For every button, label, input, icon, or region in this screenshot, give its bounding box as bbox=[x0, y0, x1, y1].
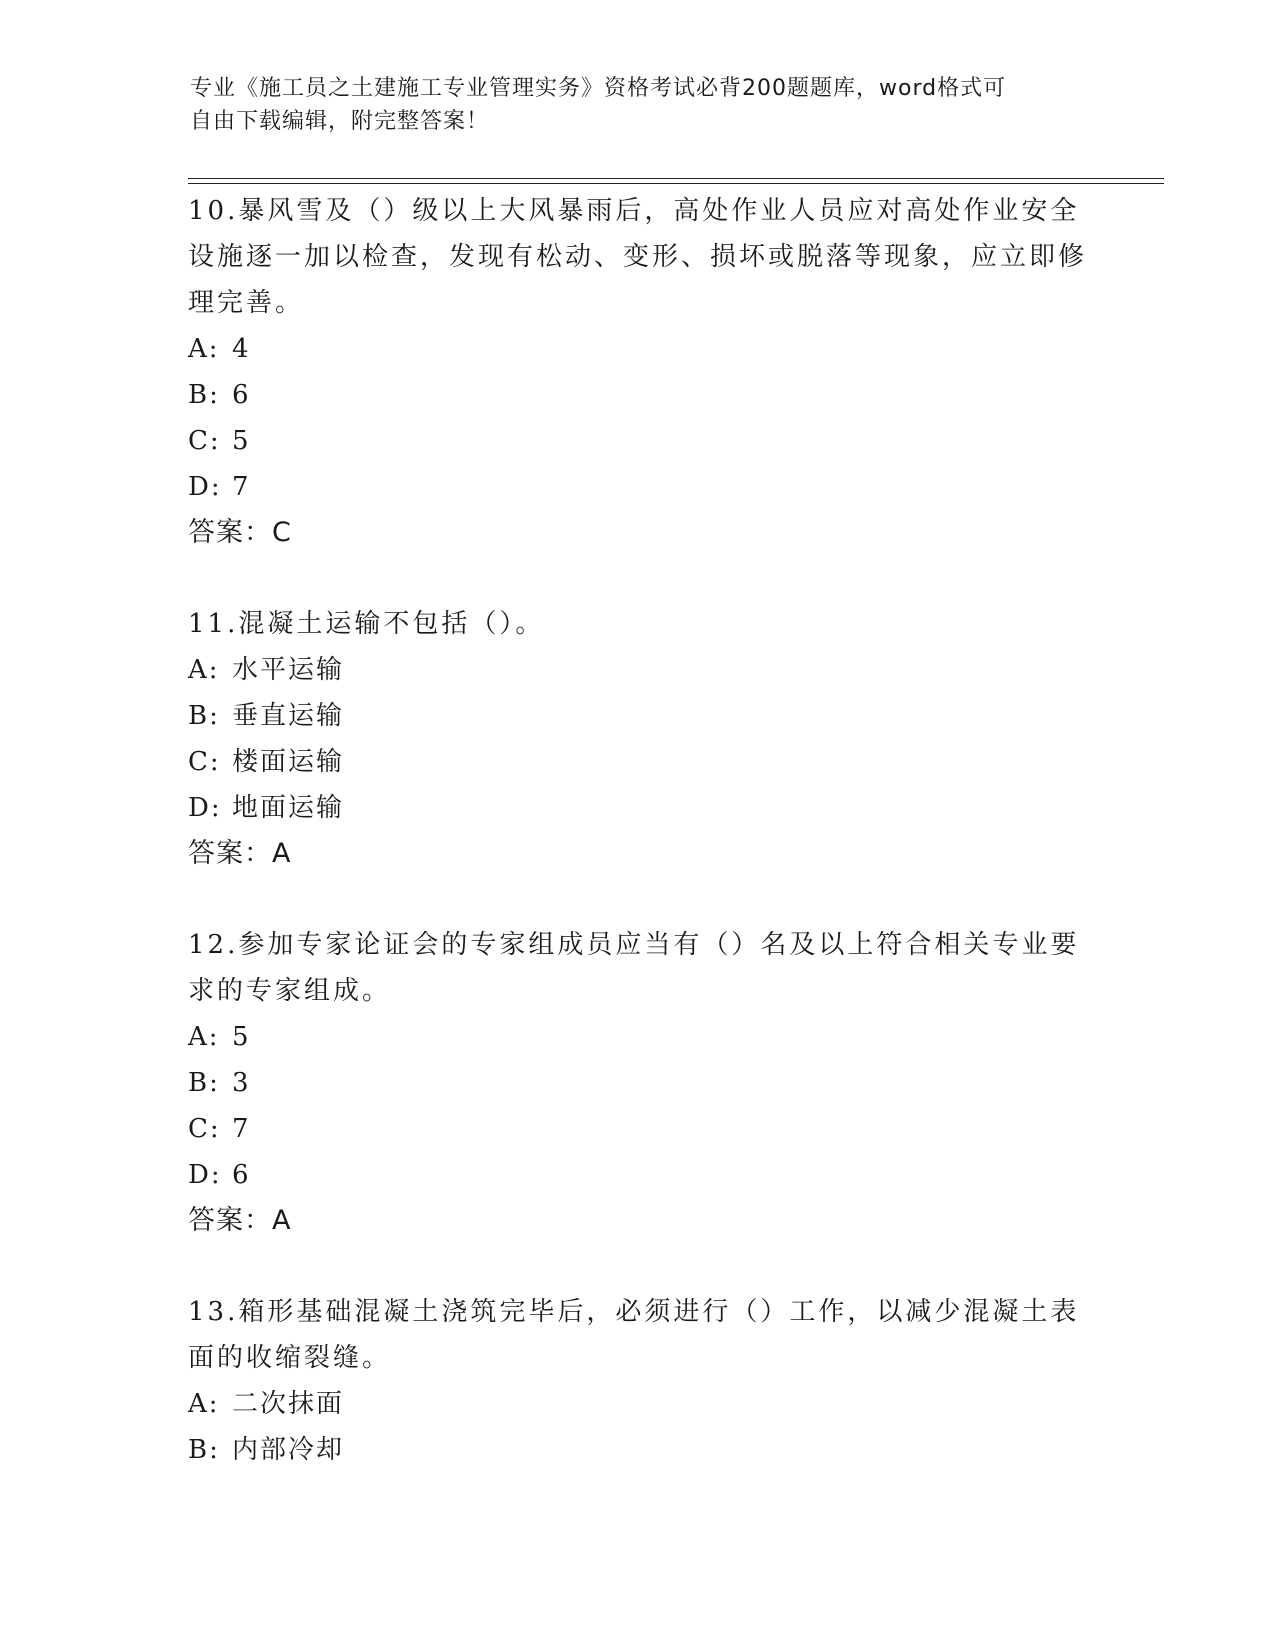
option-value: 7 bbox=[232, 1114, 251, 1144]
option-value: 5 bbox=[232, 426, 251, 456]
option-a bbox=[188, 1014, 1088, 1060]
question-text: 13.箱形基础混凝土浇筑完毕后，必须进行（）工作，以减少混凝土表面的收缩裂缝。 bbox=[188, 1297, 1080, 1373]
option-value: 6 bbox=[232, 1160, 251, 1190]
option-c bbox=[188, 1106, 1088, 1152]
option-c bbox=[188, 739, 1088, 785]
question-list bbox=[188, 188, 1088, 1518]
option-c bbox=[188, 418, 1088, 464]
option-d bbox=[188, 1152, 1088, 1198]
header-line-1: 专业《施工员之土建施工专业管理实务》资格考试必背200题题库，word格式可 bbox=[190, 76, 1007, 101]
option-value: 7 bbox=[232, 472, 251, 502]
option-value: 3 bbox=[232, 1068, 251, 1098]
header-divider-top bbox=[188, 178, 1164, 179]
option-a bbox=[188, 326, 1088, 372]
header-line-2: 自由下载编辑，附完整答案！ bbox=[190, 109, 490, 134]
option-a bbox=[188, 1381, 1088, 1427]
option-value: 水平运输 bbox=[232, 655, 345, 685]
answer-line: 答案：A bbox=[188, 838, 292, 869]
option-key: B: bbox=[188, 1068, 220, 1098]
option-key: D: bbox=[188, 472, 222, 502]
question-11 bbox=[188, 601, 1088, 877]
option-key: A: bbox=[188, 1022, 220, 1052]
option-key: B: bbox=[188, 380, 220, 410]
question-12 bbox=[188, 922, 1088, 1244]
option-key: B: bbox=[188, 701, 220, 731]
option-value: 楼面运输 bbox=[232, 747, 345, 777]
option-key: D: bbox=[188, 793, 222, 823]
option-b bbox=[188, 693, 1088, 739]
answer-line: 答案：C bbox=[188, 517, 292, 548]
option-key: D: bbox=[188, 1160, 222, 1190]
option-d bbox=[188, 785, 1088, 831]
question-text: 12.参加专家论证会的专家组成员应当有（）名及以上符合相关专业要求的专家组成。 bbox=[188, 930, 1080, 1006]
option-d bbox=[188, 464, 1088, 510]
option-key: A: bbox=[188, 655, 220, 685]
option-b bbox=[188, 372, 1088, 418]
option-key: C: bbox=[188, 426, 221, 456]
option-key: B: bbox=[188, 1435, 220, 1465]
question-text: 11.混凝土运输不包括（）。 bbox=[188, 609, 545, 639]
option-value: 垂直运输 bbox=[232, 701, 345, 731]
header-divider-bottom bbox=[188, 183, 1164, 184]
answer-line: 答案：A bbox=[188, 1205, 292, 1236]
option-b bbox=[188, 1427, 1088, 1473]
question-10 bbox=[188, 188, 1088, 556]
option-value: 6 bbox=[232, 380, 251, 410]
option-value: 地面运输 bbox=[232, 793, 345, 823]
option-value: 4 bbox=[232, 334, 251, 364]
question-text: 10.暴风雪及（）级以上大风暴雨后，高处作业人员应对高处作业安全设施逐一加以检查，发现有松动、变形、损坏或脱落等现象，应立即修理完善。 bbox=[188, 196, 1088, 318]
option-key: A: bbox=[188, 334, 220, 364]
option-value: 内部冷却 bbox=[232, 1435, 345, 1465]
question-13 bbox=[188, 1289, 1088, 1473]
option-key: C: bbox=[188, 1114, 221, 1144]
option-a bbox=[188, 647, 1088, 693]
option-value: 5 bbox=[232, 1022, 251, 1052]
option-key: A: bbox=[188, 1389, 220, 1419]
option-b bbox=[188, 1060, 1088, 1106]
option-key: C: bbox=[188, 747, 221, 777]
document-header bbox=[190, 72, 1090, 138]
option-value: 二次抹面 bbox=[232, 1389, 345, 1419]
